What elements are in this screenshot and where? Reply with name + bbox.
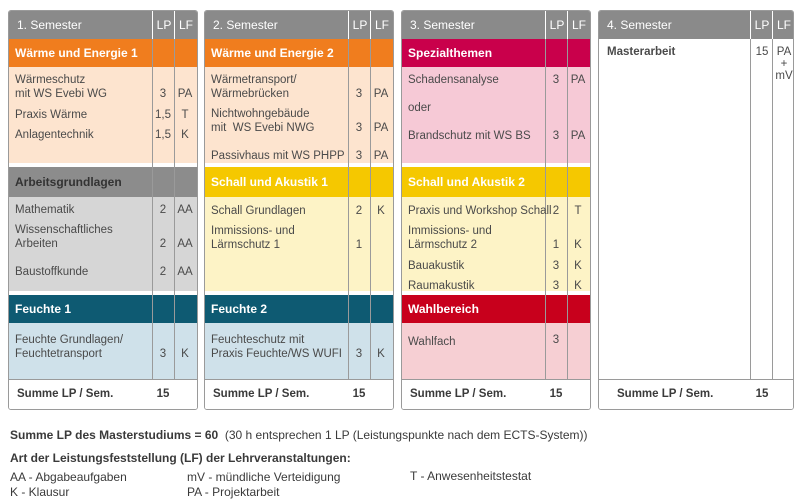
sum-label: Summe LP / Sem. [17, 388, 114, 400]
semester-sum-row [9, 379, 197, 409]
course-lp: 1,5 [155, 129, 171, 141]
course-lp: 1,5 [155, 109, 171, 121]
master-thesis-lf: PA [776, 46, 792, 58]
section-title: Schall und Akustik 1 [211, 175, 328, 189]
lf-header: LF [776, 18, 791, 32]
course-name: Anlagentechnik [15, 129, 94, 141]
master-thesis-name: Masterarbeit [607, 46, 676, 58]
section-title: Wärme und Energie 2 [211, 46, 334, 60]
course-name: Mathematik [15, 204, 75, 216]
semester-sum-row [205, 379, 393, 409]
sum-lp: 15 [156, 388, 170, 400]
legend-title [10, 451, 351, 465]
course-lp: 3 [552, 130, 560, 142]
legend-t: T - Anwesenheitstestat [410, 469, 532, 483]
course-name: Schadensanalyse [408, 74, 499, 86]
course-name: Raumakustik [408, 280, 475, 292]
section-body [402, 323, 590, 381]
section-title: Feuchte 1 [15, 302, 72, 316]
semester-header [9, 11, 197, 39]
course-lf: PA [177, 88, 193, 100]
course-name: Wärmetransport/ Wärmebrücken [211, 74, 297, 100]
course-lp: 2 [552, 205, 560, 217]
course-lf: PA [570, 130, 586, 142]
course-lp: 3 [552, 260, 560, 272]
course-lf: AA [177, 204, 193, 216]
course-lp: 2 [159, 204, 167, 216]
course-lf: K [377, 205, 385, 217]
course-lf: AA [177, 266, 193, 278]
course-name: Nichtwohngebäude mit WS Evebi NWG [211, 108, 315, 134]
semester-title: 3. Semester [410, 18, 475, 32]
sum-label: Summe LP / Sem. [410, 388, 507, 400]
section-title: Wahlbereich [408, 302, 479, 316]
course-name: Immissions- und Lärmschutz 1 [211, 225, 295, 251]
lp-header: LP [156, 18, 172, 32]
semester-title: 1. Semester [17, 18, 82, 32]
course-lp: 3 [552, 280, 560, 292]
section-title: Arbeitsgrundlagen [15, 175, 122, 189]
section-title: Spezialthemen [408, 46, 493, 60]
sum-label: Summe LP / Sem. [617, 388, 714, 400]
section-waerme-energie-2 [205, 39, 393, 67]
course-name: Praxis Wärme [15, 109, 88, 121]
legend-mv: mV - mündliche Verteidigung [187, 470, 341, 484]
section-title: Feuchte 2 [211, 302, 268, 316]
total-line [10, 428, 588, 442]
semester-title: 4. Semester [607, 18, 672, 32]
course-lf: PA [570, 74, 586, 86]
course-lp: 3 [552, 334, 560, 346]
section-schall-akustik-1 [205, 167, 393, 197]
course-lp: 3 [159, 348, 167, 360]
course-name: Passivhaus mit WS PHPP [211, 150, 345, 162]
legend-k: K - Klausur [10, 485, 70, 499]
course-lp: 1 [355, 239, 363, 251]
section-title: Schall und Akustik 2 [408, 175, 525, 189]
course-name: Wärmeschutz mit WS Evebi WG [15, 74, 108, 100]
lf-header: LF [374, 18, 389, 32]
section-feuchte-2 [205, 295, 393, 323]
section-spezialthemen [402, 39, 590, 67]
course-lp: 3 [355, 348, 363, 360]
sum-lp: 15 [549, 388, 563, 400]
course-name: Bauakustik [408, 260, 465, 272]
sum-lp: 15 [755, 388, 769, 400]
course-lp: 2 [355, 205, 363, 217]
sum-lp: 15 [352, 388, 366, 400]
course-lf: K [574, 280, 582, 292]
section-arbeitsgrundlagen [9, 167, 197, 197]
course-name: Feuchteschutz mit Praxis Feuchte/WS WUFI [211, 334, 342, 360]
legend-pa: PA - Projektarbeit [187, 485, 280, 499]
master-thesis-lf-plus: + [780, 58, 788, 70]
course-name: Wissenschaftliches Arbeiten [15, 224, 113, 250]
course-lp: 3 [355, 122, 363, 134]
section-schall-akustik-2 [402, 167, 590, 197]
semester-3-column [401, 10, 591, 410]
master-thesis-lf-mv: mV [775, 70, 793, 82]
legend-aa: AA - Abgabeaufgaben [10, 470, 127, 484]
lf-header: LF [178, 18, 193, 32]
semester-header [402, 11, 590, 39]
course-lf: PA [373, 88, 389, 100]
course-lf: T [574, 205, 582, 217]
course-lp: 3 [159, 88, 167, 100]
course-lf: K [181, 348, 189, 360]
course-lp: 2 [159, 266, 167, 278]
course-name: Baustoffkunde [15, 266, 89, 278]
master-thesis-lp: 15 [755, 46, 769, 58]
course-lp: 1 [552, 239, 560, 251]
lp-header: LP [352, 18, 368, 32]
section-title: Wärme und Energie 1 [15, 46, 138, 60]
course-name: oder [408, 102, 432, 114]
semester-1-column [8, 10, 198, 410]
course-lf: K [574, 239, 582, 251]
course-lp: 2 [159, 238, 167, 250]
course-lf: AA [177, 238, 193, 250]
total-bold: Summe LP des Masterstudiums = 60 [10, 428, 219, 442]
course-lf: K [377, 348, 385, 360]
lp-header: LP [754, 18, 770, 32]
semester-2-column [204, 10, 394, 410]
course-name: Schall Grundlagen [211, 205, 306, 217]
semester-sum-row [402, 379, 590, 409]
legend-title-text: Art der Leistungsfeststellung (LF) der Lehrveranstaltungen: [10, 451, 351, 465]
course-lf: T [181, 109, 189, 121]
semester-header [599, 11, 793, 39]
course-lf: K [181, 129, 189, 141]
semester-title: 2. Semester [213, 18, 278, 32]
section-waerme-energie-1 [9, 39, 197, 67]
course-name: Immissions- und Lärmschutz 2 [408, 225, 492, 251]
course-lp: 3 [355, 150, 363, 162]
course-name: Wahlfach [408, 336, 456, 348]
lp-header: LP [549, 18, 565, 32]
section-wahlbereich [402, 295, 590, 323]
course-lf: PA [373, 150, 389, 162]
semester-4-column [598, 10, 794, 410]
sum-label: Summe LP / Sem. [213, 388, 310, 400]
lf-header: LF [571, 18, 586, 32]
semester-header [205, 11, 393, 39]
course-lf: K [574, 260, 582, 272]
total-note: (30 h entsprechen 1 LP (Leistungspunkte nach dem ECTS-System)) [224, 428, 588, 442]
course-name: Brandschutz mit WS BS [408, 130, 531, 142]
course-lf: PA [373, 122, 389, 134]
course-name: Feuchte Grundlagen/ Feuchtetransport [15, 334, 124, 360]
semester-sum-row [599, 379, 793, 409]
section-feuchte-1 [9, 295, 197, 323]
course-lp: 3 [355, 88, 363, 100]
course-lp: 3 [552, 74, 560, 86]
course-name: Praxis und Workshop Schall [408, 205, 552, 217]
